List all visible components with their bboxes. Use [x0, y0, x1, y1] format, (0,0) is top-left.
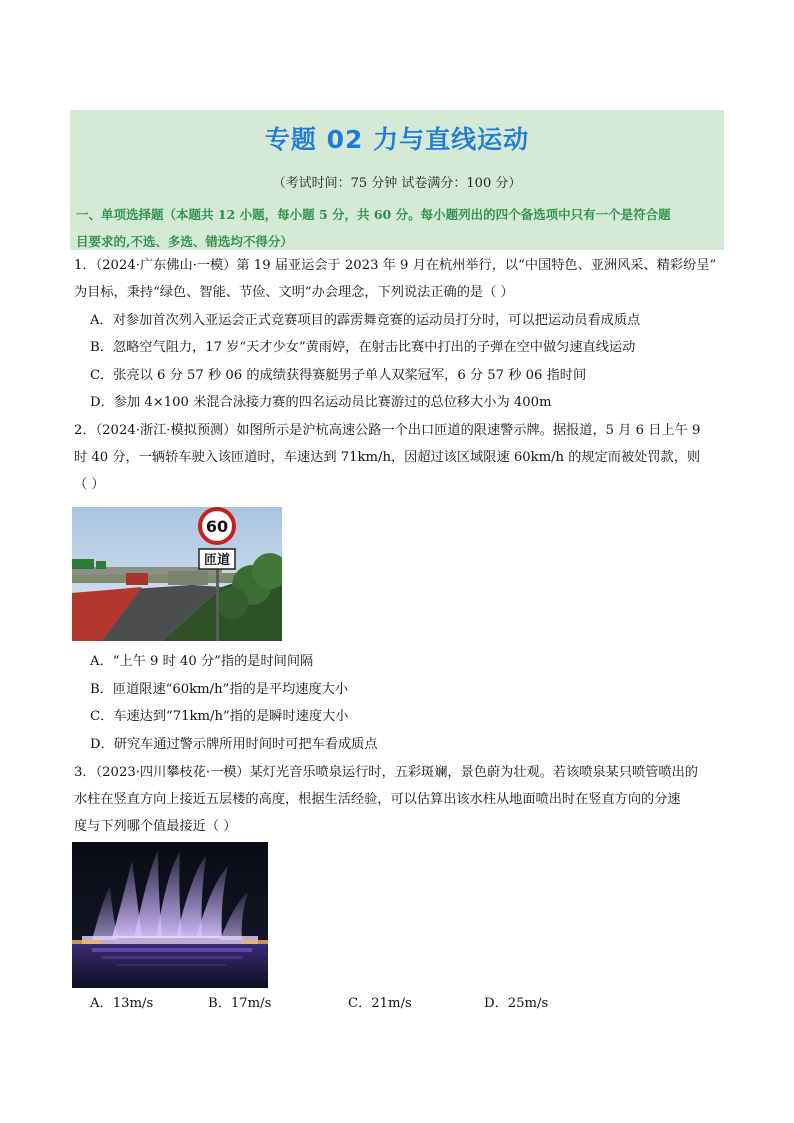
q1-option-d: D．参加 4×100 米混合泳接力赛的四名运动员比赛游过的总位移大小为 400m — [90, 395, 552, 410]
section-line-1: 一、单项选择题（本题共 12 小题，每小题 5 分，共 60 分。每小题列出的四个备选项中只有一个是符合题 — [76, 207, 671, 222]
title-banner — [70, 110, 724, 196]
fountain-photo — [72, 842, 268, 988]
q3-option-a: A．13m/s — [90, 996, 154, 1011]
sign-ramp-text: 匝道 — [203, 553, 231, 568]
q1-option-b: B．忽略空气阻力，17 岁“天才少女”黄雨婷，在射击比赛中打出的子弹在空中做匀速直线运动 — [90, 340, 636, 355]
q2-option-a: A．“上午 9 时 40 分”指的是时间间隔 — [90, 654, 314, 669]
page-title: 专题 02 力与直线运动 — [264, 125, 530, 154]
q3-option-c: C．21m/s — [348, 996, 412, 1011]
q2-option-c: C．车速达到“71km/h”指的是瞬时速度大小 — [90, 709, 349, 724]
section-line-2: 目要求的,不选、多选、错选均不得分） — [76, 234, 293, 249]
speed-limit-sign-photo — [72, 507, 282, 641]
section-heading — [70, 196, 724, 250]
q2-option-d: D．研究车通过警示牌所用时间时可把车看成质点 — [90, 737, 378, 752]
exam-info: （考试时间：75 分钟 试卷满分：100 分） — [272, 176, 522, 191]
q3-stem-line-2: 水柱在竖直方向上接近五层楼的高度，根据生活经验，可以估算出该水柱从地面喷出时在竖直方向的分速 — [74, 792, 681, 807]
q2-option-b: B．匝道限速“60km/h”指的是平均速度大小 — [90, 682, 349, 697]
sign-speed-number: 60 — [205, 517, 229, 536]
q2-stem-line-1: 2．（2024·浙江·模拟预测）如图所示是沪杭高速公路一个出口匝道的限速警示牌。据报道，5 月 6 日上午 9 — [74, 423, 701, 438]
q2-stem-line-2: 时 40 分，一辆轿车驶入该匝道时，车速达到 71km/h，因超过该区域限速 60km/h 的规定而被处罚款，则 — [74, 450, 701, 465]
q2-stem-line-3: （ ） — [74, 477, 105, 492]
q3-option-d: D．25m/s — [484, 996, 549, 1011]
q3-stem-line-1: 3．（2023·四川攀枝花·一模）某灯光音乐喷泉运行时，五彩斑斓，景色蔚为壮观。若该喷泉某只喷管喷出的 — [74, 765, 698, 780]
q3-stem-line-3: 度与下列哪个值最接近（ ） — [74, 819, 237, 834]
section-instructions — [76, 201, 720, 255]
q1-option-c: C．张亮以 6 分 57 秒 06 的成绩获得赛艇男子单人双桨冠军，6 分 57 秒 06 指时间 — [90, 368, 587, 383]
q3-option-b: B．17m/s — [208, 996, 272, 1011]
q1-stem-line-1: 1．（2024·广东佛山·一模）第 19 届亚运会于 2023 年 9 月在杭州举行，以“中国特色、亚洲风采、精彩纷呈” — [74, 258, 717, 273]
q1-option-a: A．对参加首次列入亚运会正式竞赛项目的霹雳舞竞赛的运动员打分时，可以把运动员看成质点 — [90, 313, 641, 328]
q1-stem-line-2: 为目标，秉持“绿色、智能、节俭、文明”办会理念，下列说法正确的是（ ） — [74, 285, 514, 300]
